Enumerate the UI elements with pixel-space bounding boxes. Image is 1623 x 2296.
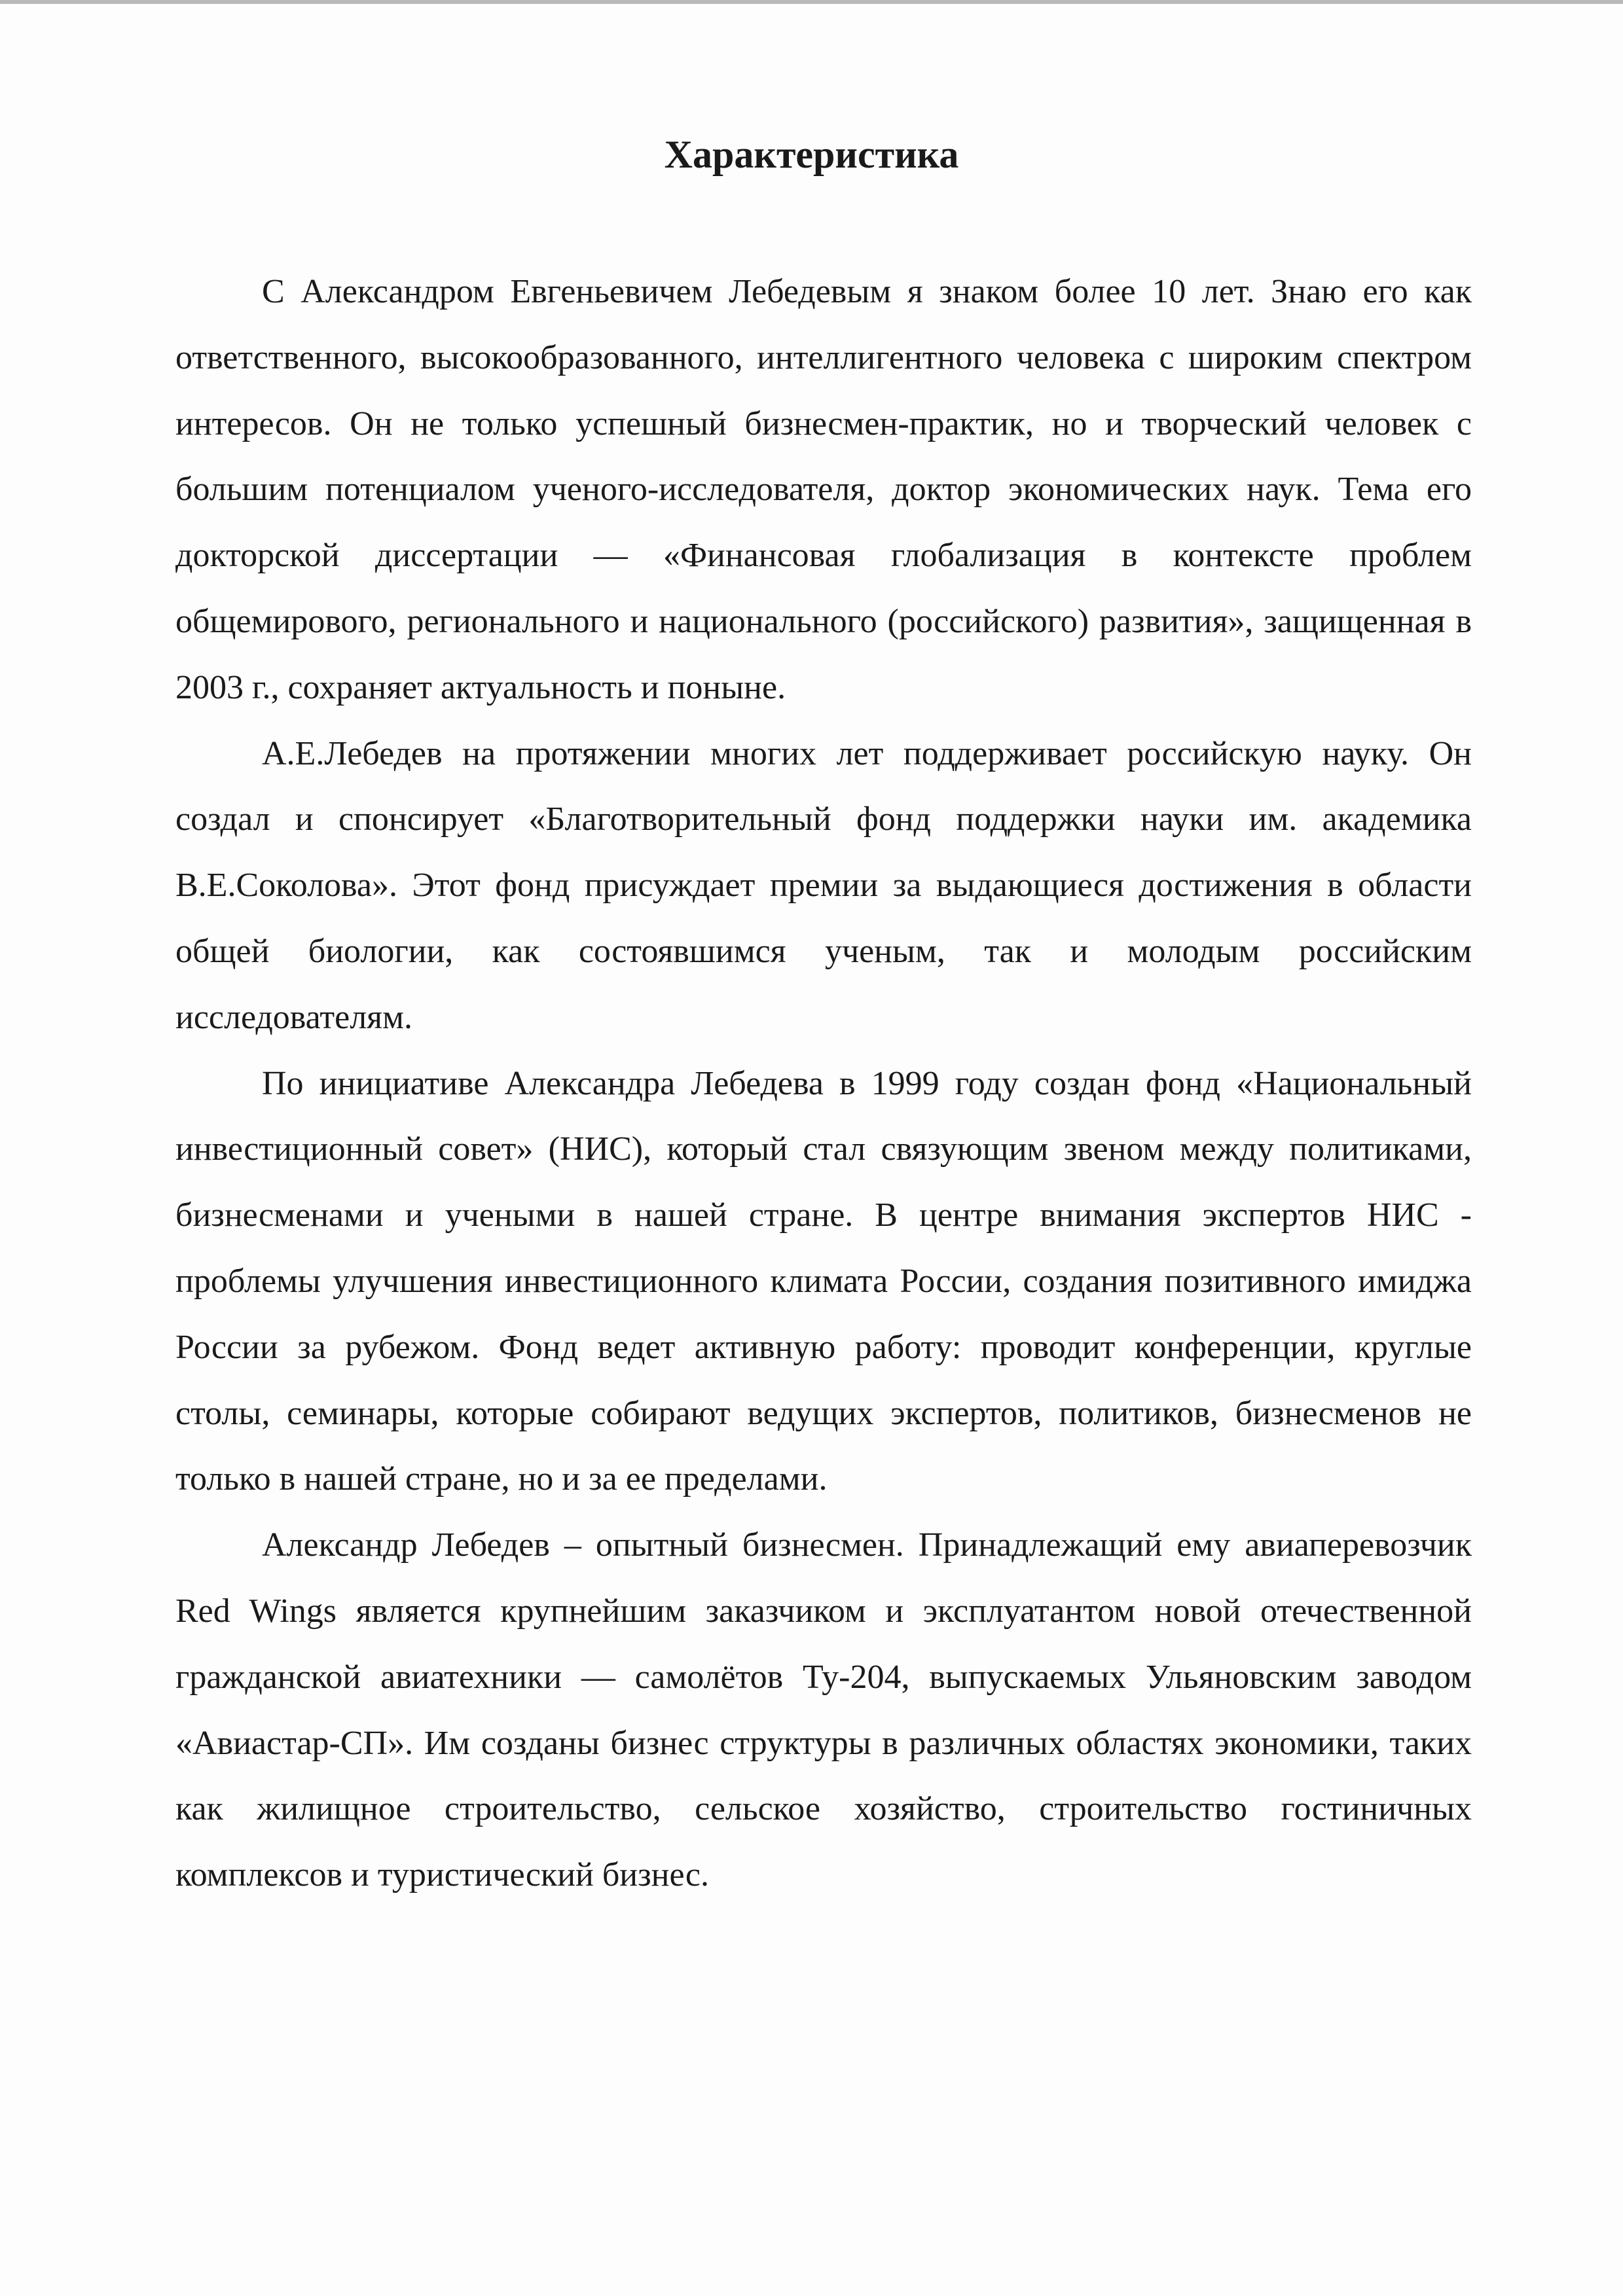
paragraph-1: С Александром Евгеньевичем Лебедевым я знаком более 10 лет. Знаю его как ответственного, высокообразованного, интеллигентного человека с широким спектром интересов. Он не только успешный бизнесмен-практик, но и творческий человек с большим потенциалом ученого-исследователя, доктор экономических наук. Тема его докторской диссертации — «Финансовая глобализация в контексте проблем общемирового, регионального и национального (российского) развития», защищенная в 2003 г., сохраняет актуальность и поныне.: [175, 273, 1472, 706]
paragraph-3: По инициативе Александра Лебедева в 1999 году создан фонд «Национальный инвестиционный совет» (НИС), который стал связующим звеном между политиками, бизнесменами и учеными в нашей стране. В центре внимания экспертов НИС - проблемы улучшения инвестиционного климата России, создания позитивного имиджа России за рубежом. Фонд ведет активную работу: проводит конференции, круглые столы, семинары, которые собирают ведущих экспертов, политиков, бизнесменов не только в нашей стране, но и за ее пределами.: [175, 1064, 1472, 1498]
paragraph-4: Александр Лебедев – опытный бизнесмен. Принадлежащий ему авиаперевозчик Red Wings является крупнейшим заказчиком и эксплуатантом новой отечественной гражданской авиатехники — самолётов Ту-204, выпускаемых Ульяновским заводом «Авиастар-СП». Им созданы бизнес структуры в различных областях экономики, таких как жилищное строительство, сельское хозяйство, строительство гостиничных комплексов и туристический бизнес.: [175, 1526, 1472, 1894]
document-title: Характеристика: [664, 133, 959, 176]
paragraph-2: А.Е.Лебедев на протяжении многих лет поддерживает российскую науку. Он создал и спонсирует «Благотворительный фонд поддержки науки им. академика В.Е.Соколова». Этот фонд присуждает премии за выдающиеся достижения в области общей биологии, как состоявшимся ученым, так и молодым российским исследователям.: [175, 734, 1472, 1036]
document-body: [175, 259, 1472, 1909]
scan-top-edge: [0, 0, 1623, 4]
